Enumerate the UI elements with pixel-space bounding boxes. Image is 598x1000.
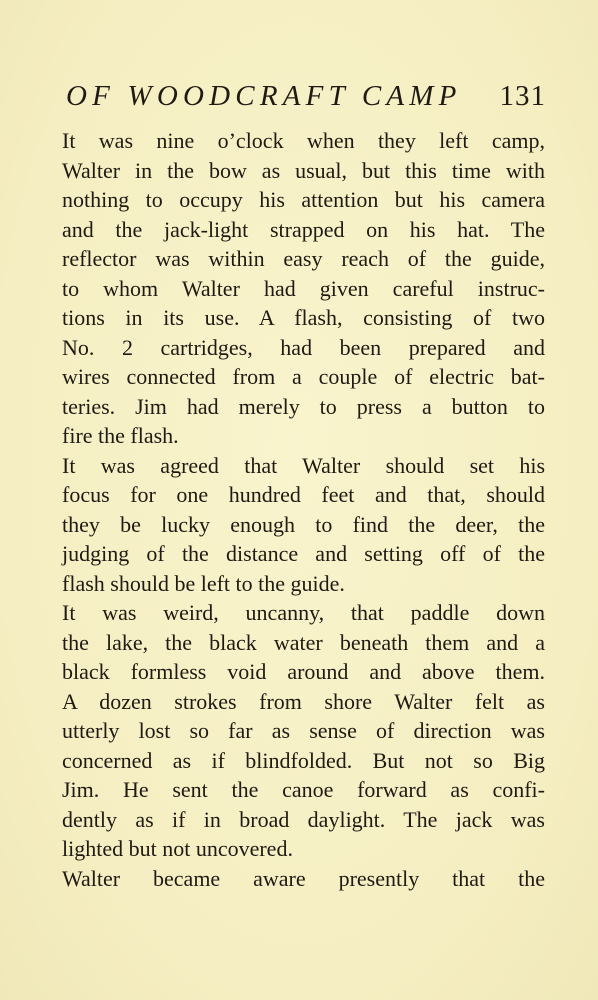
text-line: Walter became aware presently that the bbox=[62, 865, 545, 891]
text-line: to whom Walter had given careful instruc- bbox=[62, 275, 545, 301]
body-text bbox=[62, 126, 545, 893]
text-line: nothing to occupy his attention but his camera bbox=[62, 187, 545, 212]
text-line: fire the flash. bbox=[62, 423, 179, 448]
text-line: the lake, the black water beneath them and a bbox=[62, 629, 545, 655]
text-line: teries. Jim had merely to press a button to bbox=[62, 393, 545, 419]
text-line: Jim. He sent the canoe forward as confi- bbox=[62, 777, 545, 802]
text-line: they be lucky enough to find the deer, the bbox=[62, 511, 545, 537]
text-line: No. 2 cartridges, had been prepared and bbox=[62, 334, 545, 360]
text-line: It was agreed that Walter should set his bbox=[62, 452, 545, 478]
text-line: dently as if in broad daylight. The jack was bbox=[62, 806, 545, 832]
text-line: utterly lost so far as sense of direction was bbox=[62, 718, 545, 743]
text-line: concerned as if blindfolded. But not so Big bbox=[62, 747, 545, 773]
text-line: lighted but not uncovered. bbox=[62, 836, 293, 861]
running-title: OF WOODCRAFT CAMP bbox=[66, 80, 462, 112]
text-line: tions in its use. A flash, consisting of two bbox=[62, 305, 545, 330]
text-line: flash should be left to the guide. bbox=[62, 570, 345, 596]
text-line: wires connected from a couple of electric bat- bbox=[62, 364, 545, 389]
text-line: reflector was within easy reach of the guide, bbox=[62, 246, 545, 271]
text-line: focus for one hundred feet and that, should bbox=[62, 482, 545, 507]
page-number: 131 bbox=[499, 80, 546, 112]
text-line: A dozen strokes from shore Walter felt as bbox=[62, 688, 545, 714]
running-head bbox=[60, 76, 546, 116]
text-line: judging of the distance and setting off of the bbox=[62, 541, 545, 566]
text-line: It was weird, uncanny, that paddle down bbox=[62, 600, 545, 625]
text-line: and the jack-light strapped on his hat. The bbox=[62, 216, 545, 242]
text-line: It was nine o’clock when they left camp, bbox=[62, 128, 545, 153]
text-line: Walter in the bow as usual, but this time with bbox=[62, 157, 545, 183]
text-line: black formless void around and above them. bbox=[62, 659, 545, 684]
